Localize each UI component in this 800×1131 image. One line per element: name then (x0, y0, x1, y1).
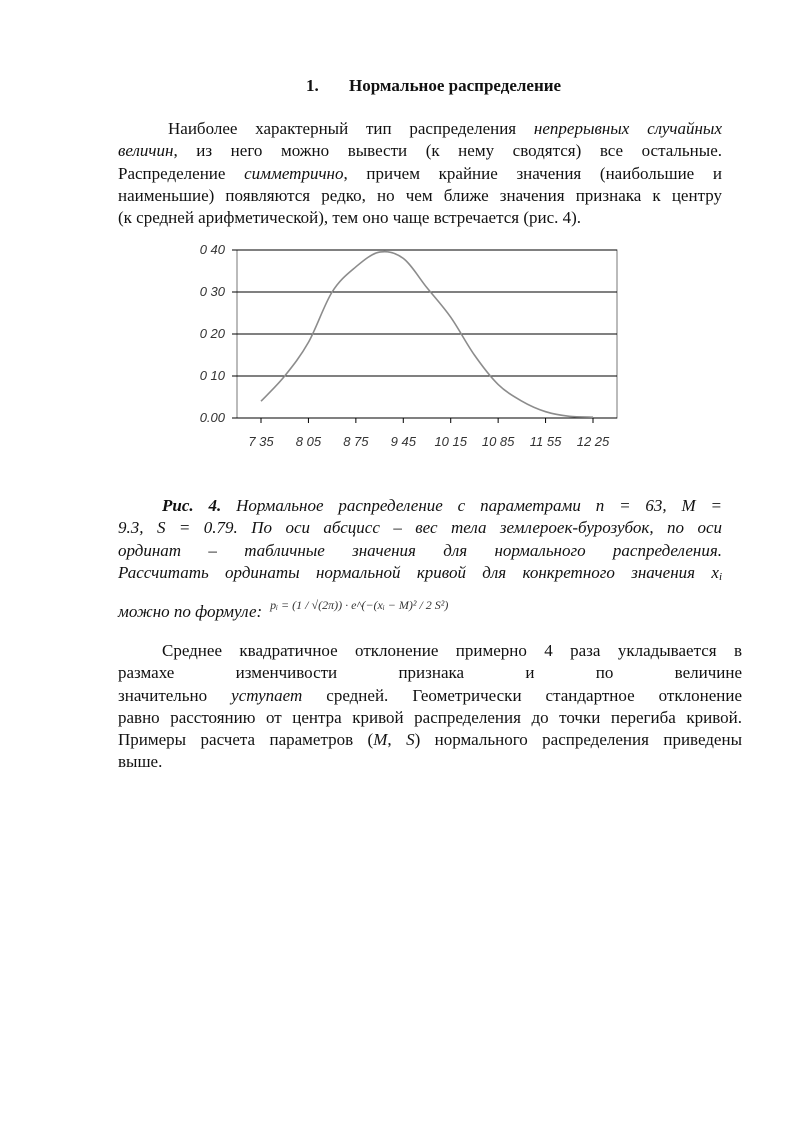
italic-term: симметрично (244, 163, 344, 183)
x-tick-label: 10 15 (434, 434, 467, 449)
italic-term: S (406, 730, 415, 750)
chart-svg (185, 236, 625, 466)
text-run: Примеры расчета параметров ( (118, 730, 374, 750)
caption-text: можно по формуле: (118, 602, 263, 622)
italic-term: величин (118, 141, 174, 161)
y-tick-label: 0 40 (199, 242, 225, 257)
text-run: , (387, 730, 407, 750)
normal-distribution-chart (185, 236, 625, 466)
text-run: значительно (118, 685, 232, 705)
y-tick-label: 0.00 (199, 410, 225, 425)
x-tick-label: 8 05 (295, 434, 322, 449)
x-tick-label: 10 85 (481, 434, 515, 449)
figure-label: Рис. 4. (162, 496, 222, 515)
text-run: , причем крайние значения (наибольшие и (343, 163, 722, 183)
caption-text: Нормальное распределение с параметрами n = 63, M = (221, 496, 723, 515)
x-tick-label: 11 55 (529, 434, 562, 449)
probability-formula: pᵢ = (1 / √(2π)) · e^(−(xᵢ − M)² / 2 S²) (270, 598, 449, 613)
text-run: Наиболее характерный тип распределения (168, 119, 534, 138)
caption-text: ординат – табличные значения для нормального распределения. (118, 540, 722, 560)
y-tick-label: 0 20 (199, 326, 225, 341)
section-title: Нормальное распределение (349, 76, 562, 95)
italic-term: непрерывных случайных (533, 119, 722, 138)
italic-term: уступает (231, 685, 303, 705)
text-run: ) нормального распределения приведены (414, 730, 743, 750)
text-run: Среднее квадратичное отклонение примерно 4 раза укладывается в (162, 641, 742, 660)
body-paragraph (118, 640, 742, 774)
y-tick-label: 0 10 (199, 368, 225, 383)
x-tick-label: 12 25 (576, 434, 610, 449)
subscript: i (718, 570, 722, 583)
italic-term: M (373, 730, 388, 750)
section-number: 1. (306, 76, 319, 95)
text-line: выше. (118, 752, 163, 772)
text-line: размахе изменчивости признака и по величине (118, 663, 742, 683)
figure-caption (118, 495, 722, 623)
y-tick-label: 0 30 (199, 284, 225, 299)
x-tick-label: 7 35 (248, 434, 274, 449)
caption-text: 9.3, S = 0.79. По оси абсцисс – вес тела землероек-бурозубок, по оси (118, 518, 722, 538)
x-tick-label: 9 45 (390, 434, 416, 449)
text-line: (к средней арифметической), тем оно чаще встречается (рис. 4). (118, 208, 582, 228)
text-run: средней. Геометрически стандартное отклонение (302, 685, 742, 705)
text-line: наименьшие) появляются редко, но чем ближе значения признака к центру (118, 185, 722, 205)
caption-text: Рассчитать ординаты нормальной кривой для конкретного значения x (118, 562, 719, 582)
x-tick-label: 8 75 (343, 434, 369, 449)
text-run: Распределение (118, 163, 245, 183)
text-run: , из него можно вывести (к нему сводятся) все остальные. (173, 141, 722, 161)
intro-paragraph (118, 118, 722, 229)
text-line: равно расстоянию от центра кривой распределения до точки перегиба кривой. (118, 707, 742, 727)
